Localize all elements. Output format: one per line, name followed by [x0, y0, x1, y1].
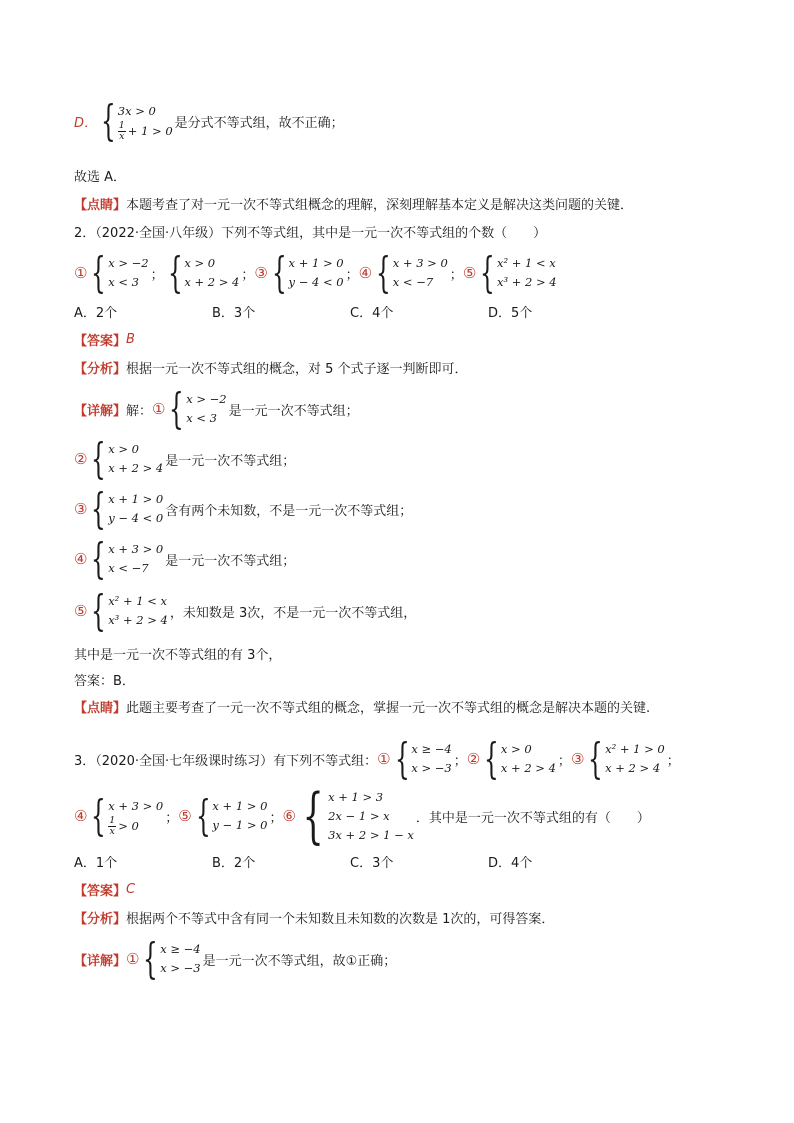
- q3-answer: [74, 880, 135, 899]
- sep: ；: [269, 810, 283, 826]
- q2-detail-5: ⑤ { x² + 1 < x x³ + 2 > 4 ，未知数是 3次，不是一元一次不等式组，: [74, 586, 417, 635]
- choose-line: [74, 166, 126, 185]
- q3-options: [74, 852, 626, 871]
- q2-final: [74, 670, 135, 689]
- math-row: 3x + 2 > 1 − x: [328, 827, 414, 842]
- tag-label: 【分析】: [74, 362, 127, 377]
- math-row: x² + 1 < x: [108, 594, 167, 608]
- circled-5: ⑤: [178, 807, 192, 825]
- math-row: x³ + 2 > 4: [108, 613, 168, 627]
- detail-prefix: 解：: [126, 403, 153, 419]
- circled-1: ①: [152, 400, 166, 418]
- system-d: [99, 96, 173, 145]
- math-row: x > 0: [184, 256, 216, 270]
- circled-1: ①: [126, 950, 140, 968]
- sep: ；: [666, 753, 680, 769]
- sep: ；: [241, 267, 255, 283]
- comment-text: 本题考查了对一元一次不等式组概念的理解，深刻理解基本定义是解决这类问题的关键．: [126, 198, 634, 213]
- math-row: > 0: [118, 819, 139, 833]
- circled-4: ④: [74, 550, 88, 568]
- circled-3: ③: [74, 500, 88, 518]
- q2-options: [74, 302, 626, 321]
- tag-label: 【点睛】: [74, 701, 127, 716]
- option-d-text: 是分式不等式组，故不正确；: [174, 115, 344, 131]
- tag-label: 【分析】: [74, 912, 127, 927]
- math-row: + 1 > 0: [127, 124, 173, 138]
- question-2-title: [74, 222, 546, 241]
- math-row: x + 2 > 4: [500, 761, 556, 775]
- question-title: 2．（2022·全国·八年级）下列不等式组，其中是一元一次不等式组的个数（ ）: [74, 226, 547, 241]
- tag-label: 【详解】: [74, 953, 127, 969]
- math-row: x² + 1 > 0: [605, 742, 665, 756]
- option-c: C．3个: [350, 856, 394, 871]
- q2-count: [74, 644, 281, 663]
- q2-systems: ① { x > −2 x < 3 ； { x > 0 x + 2 > 4 ； ③ { x + 1 > 0 y − 4 < 0 ； ④ { x + 3 > 0 x < −7 ； ⑤ { x² + 1 < x x³ + 2 > 4: [74, 248, 557, 297]
- q3-detail-1: 【详解】 ① { x ≥ −4 x > −3 是一元一次不等式组，故①正确；: [74, 934, 397, 983]
- math-row: x > −3: [411, 761, 452, 775]
- math-row: x + 2 > 4: [605, 761, 661, 775]
- question-title: 3．（2020·全国·七年级课时练习）有下列不等式组：: [74, 753, 378, 769]
- circled-6: ⑥: [282, 807, 296, 825]
- circled-3: ③: [570, 750, 585, 768]
- math-row: y − 4 < 0: [288, 275, 344, 289]
- answer-value: B: [126, 332, 135, 347]
- option-c: C．4个: [350, 306, 394, 321]
- detail-text: 是一元一次不等式组；: [228, 403, 359, 419]
- frac-num: 1: [109, 814, 116, 826]
- circled-4: ④: [74, 807, 88, 825]
- math-row: x + 3 > 0: [108, 542, 164, 556]
- math-row: x + 3 > 0: [108, 798, 164, 813]
- frac-den: x: [119, 130, 125, 142]
- answer-value: C: [126, 882, 136, 897]
- tag-label: 【详解】: [74, 403, 127, 419]
- detail-text: ，未知数是 3次，不是一元一次不等式组，: [169, 605, 417, 621]
- question-tail: ．其中是一元一次不等式组的有（ ）: [415, 810, 650, 826]
- final-text: 答案：B．: [74, 674, 135, 689]
- q2-detail-4: ④ { x + 3 > 0 x < −7 是一元一次不等式组；: [74, 534, 296, 583]
- frac-num: 1: [118, 119, 125, 131]
- math-row: x³ + 2 > 4: [497, 275, 557, 289]
- tag-label: 【答案】: [74, 334, 127, 349]
- math-row: x > 0: [500, 742, 532, 756]
- sep: ；: [345, 267, 359, 283]
- option-d-label: D．: [74, 115, 98, 131]
- math-row: x > 0: [108, 442, 139, 456]
- math-row: x < −7: [392, 275, 434, 289]
- sep: ；: [150, 267, 164, 283]
- math-row: 3x > 0: [117, 103, 156, 118]
- q2-answer: [74, 330, 135, 349]
- option-d: D．4个: [488, 856, 533, 871]
- q2-detail-2: ② { x > 0 x + 2 > 4 是一元一次不等式组；: [74, 434, 296, 483]
- math-row: x > −2: [108, 256, 149, 270]
- circled-5: ⑤: [74, 602, 88, 620]
- circled-4: ④: [358, 264, 373, 282]
- math-row: x < 3: [186, 411, 217, 425]
- option-b: B．3个: [212, 306, 256, 321]
- q3-title-line: 3．（2020·全国·七年级课时练习）有下列不等式组： ① { x ≥ −4 x > −3 ； ② { x > 0 x + 2 > 4 ； ③ { x² + 1 > 0 x + 2 > 4 ；: [74, 734, 680, 783]
- math-row: x + 2 > 4: [184, 275, 240, 289]
- choose-text: 故选 A．: [74, 170, 127, 185]
- math-row: x < −7: [108, 561, 149, 575]
- math-row: 2x − 1 > x: [328, 808, 390, 823]
- circled-2: ②: [466, 750, 481, 768]
- math-row: y − 4 < 0: [108, 511, 164, 525]
- circled-1: ①: [377, 750, 391, 768]
- brace: {: [101, 96, 116, 145]
- sep: ；: [449, 267, 463, 283]
- option-d: D．5个: [488, 306, 533, 321]
- circled-5: ⑤: [462, 264, 477, 282]
- q2-comment: [74, 697, 650, 716]
- option-a: A．1个: [74, 856, 118, 871]
- analysis-text: 根据一元一次不等式组的概念，对 5 个式子逐一判断即可．: [126, 362, 468, 377]
- sep: ；: [453, 753, 467, 769]
- count-text: 其中是一元一次不等式组的有 3个，: [74, 648, 282, 663]
- math-row: x + 1 > 0: [212, 799, 268, 813]
- math-row: x < 3: [108, 275, 139, 289]
- option-d-line: [74, 96, 344, 145]
- option-a: A．2个: [74, 306, 118, 321]
- circled-1: ①: [74, 264, 88, 282]
- math-row: x ≥ −4: [160, 942, 201, 956]
- sep: ；: [557, 753, 571, 769]
- detail-text: 是一元一次不等式组；: [165, 453, 296, 469]
- q3-analysis: [74, 908, 554, 927]
- q2-detail-3: ③ { x + 1 > 0 y − 4 < 0 含有两个未知数，不是一元一次不等式组；: [74, 484, 413, 533]
- comment-text: 此题主要考查了一元一次不等式组的概念，掌握一元一次不等式组的概念是解决本题的关键.: [126, 701, 651, 716]
- math-row: x + 1 > 0: [288, 256, 344, 270]
- math-row: x ≥ −4: [411, 742, 452, 756]
- q3-systems-2: ④ { x + 3 > 0 $\frac{1}{x}$ > 0 ； ⑤ { x + 1 > 0 y − 1 > 0 ； ⑥ { x + 1 > 3 2x − 1 > x 3x + 2 > 1 − x ．其中是一元一次不等式组的有（ ）: [74, 781, 650, 851]
- math-row: y − 1 > 0: [212, 818, 268, 832]
- detail-text: 含有两个未知数，不是一元一次不等式组；: [165, 503, 413, 519]
- math-row: x + 1 > 3: [328, 789, 384, 804]
- detail-text: 是一元一次不等式组；: [165, 553, 296, 569]
- math-row: x + 3 > 0: [392, 256, 448, 270]
- math-row: x² + 1 < x: [497, 256, 556, 270]
- math-row: x > −2: [186, 392, 227, 406]
- math-row: x + 2 > 4: [108, 461, 164, 475]
- math-row: x + 1 > 0: [108, 492, 164, 506]
- tag-label: 【点睛】: [74, 198, 127, 213]
- circled-3: ③: [254, 264, 268, 282]
- q2-analysis: [74, 358, 468, 377]
- detail-text: 是一元一次不等式组，故①正确；: [202, 953, 397, 969]
- option-b: B．2个: [212, 856, 256, 871]
- tag-label: 【答案】: [74, 884, 127, 899]
- circled-2: ②: [74, 450, 88, 468]
- comment-1: [74, 194, 633, 213]
- sep: ；: [165, 810, 179, 826]
- frac-den: x: [109, 825, 115, 837]
- analysis-text: 根据两个不等式中含有同一个未知数且未知数的次数是 1次的，可得答案．: [126, 912, 555, 927]
- q2-detail-1: 【详解】 解： ① { x > −2 x < 3 是一元一次不等式组；: [74, 384, 359, 433]
- math-row: x > −3: [160, 961, 201, 975]
